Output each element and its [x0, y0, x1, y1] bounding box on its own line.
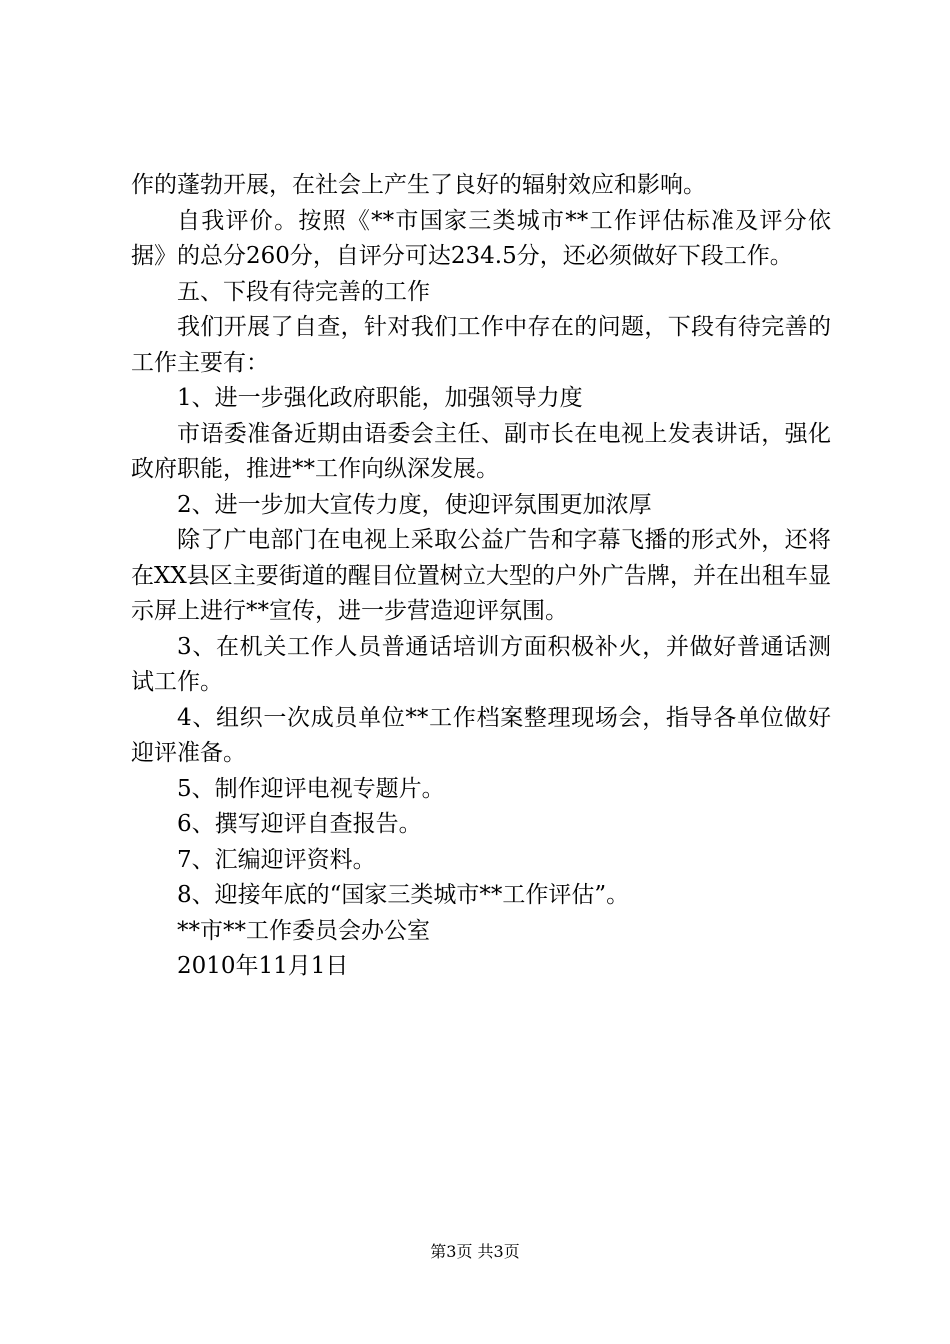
list-item: 6、撰写迎评自查报告。 — [177, 811, 422, 837]
intro-paragraph: 我们开展了自查，针对我们工作中存在的问题，下段有待完善的工作主要有： — [131, 314, 831, 376]
page-footer: 第3页 共3页 — [430, 1242, 520, 1261]
document-body — [131, 168, 831, 985]
list-item: 1、进一步强化政府职能，加强领导力度 — [177, 385, 583, 411]
list-item: 2、进一步加大宣传力度，使迎评氛围更加浓厚 — [177, 491, 652, 518]
list-item-detail: 市语委准备近期由语委会主任、副市长在电视上发表讲话，强化政府职能，推进**工作向纵深发展。 — [131, 420, 831, 482]
list-item: 8、迎接年底的“国家三类城市**工作评估”。 — [177, 882, 630, 908]
list-item-detail: 除了广电部门在电视上采取公益广告和字幕飞播的形式外，还将在XX县区主要街道的醒目位置树立大型的户外广告牌，并在出租车显示屏上进行**宣传，进一步营造迎评氛围。 — [131, 527, 831, 624]
list-item: 5、制作迎评电视专题片。 — [177, 775, 445, 802]
signature-organization: **市**工作委员会办公室 — [177, 917, 430, 944]
list-item: 3、在机关工作人员普通话培训方面积极补火，并做好普通话测试工作。 — [131, 633, 831, 695]
list-item: 4、组织一次成员单位**工作档案整理现场会，指导各单位做好迎评准备。 — [131, 704, 831, 766]
list-item: 7、汇编迎评资料。 — [177, 846, 376, 873]
signature-date: 2010年11月1日 — [177, 953, 349, 979]
continuation-paragraph: 作的蓬勃开展，在社会上产生了良好的辐射效应和影响。 — [131, 172, 706, 198]
section-heading: 五、下段有待完善的工作 — [177, 278, 430, 305]
self-evaluation-paragraph: 自我评价。按照《**市国家三类城市**工作评估标准及评分依据》的总分260分，自评分可达234.5分，还必须做好下段工作。 — [131, 207, 831, 269]
